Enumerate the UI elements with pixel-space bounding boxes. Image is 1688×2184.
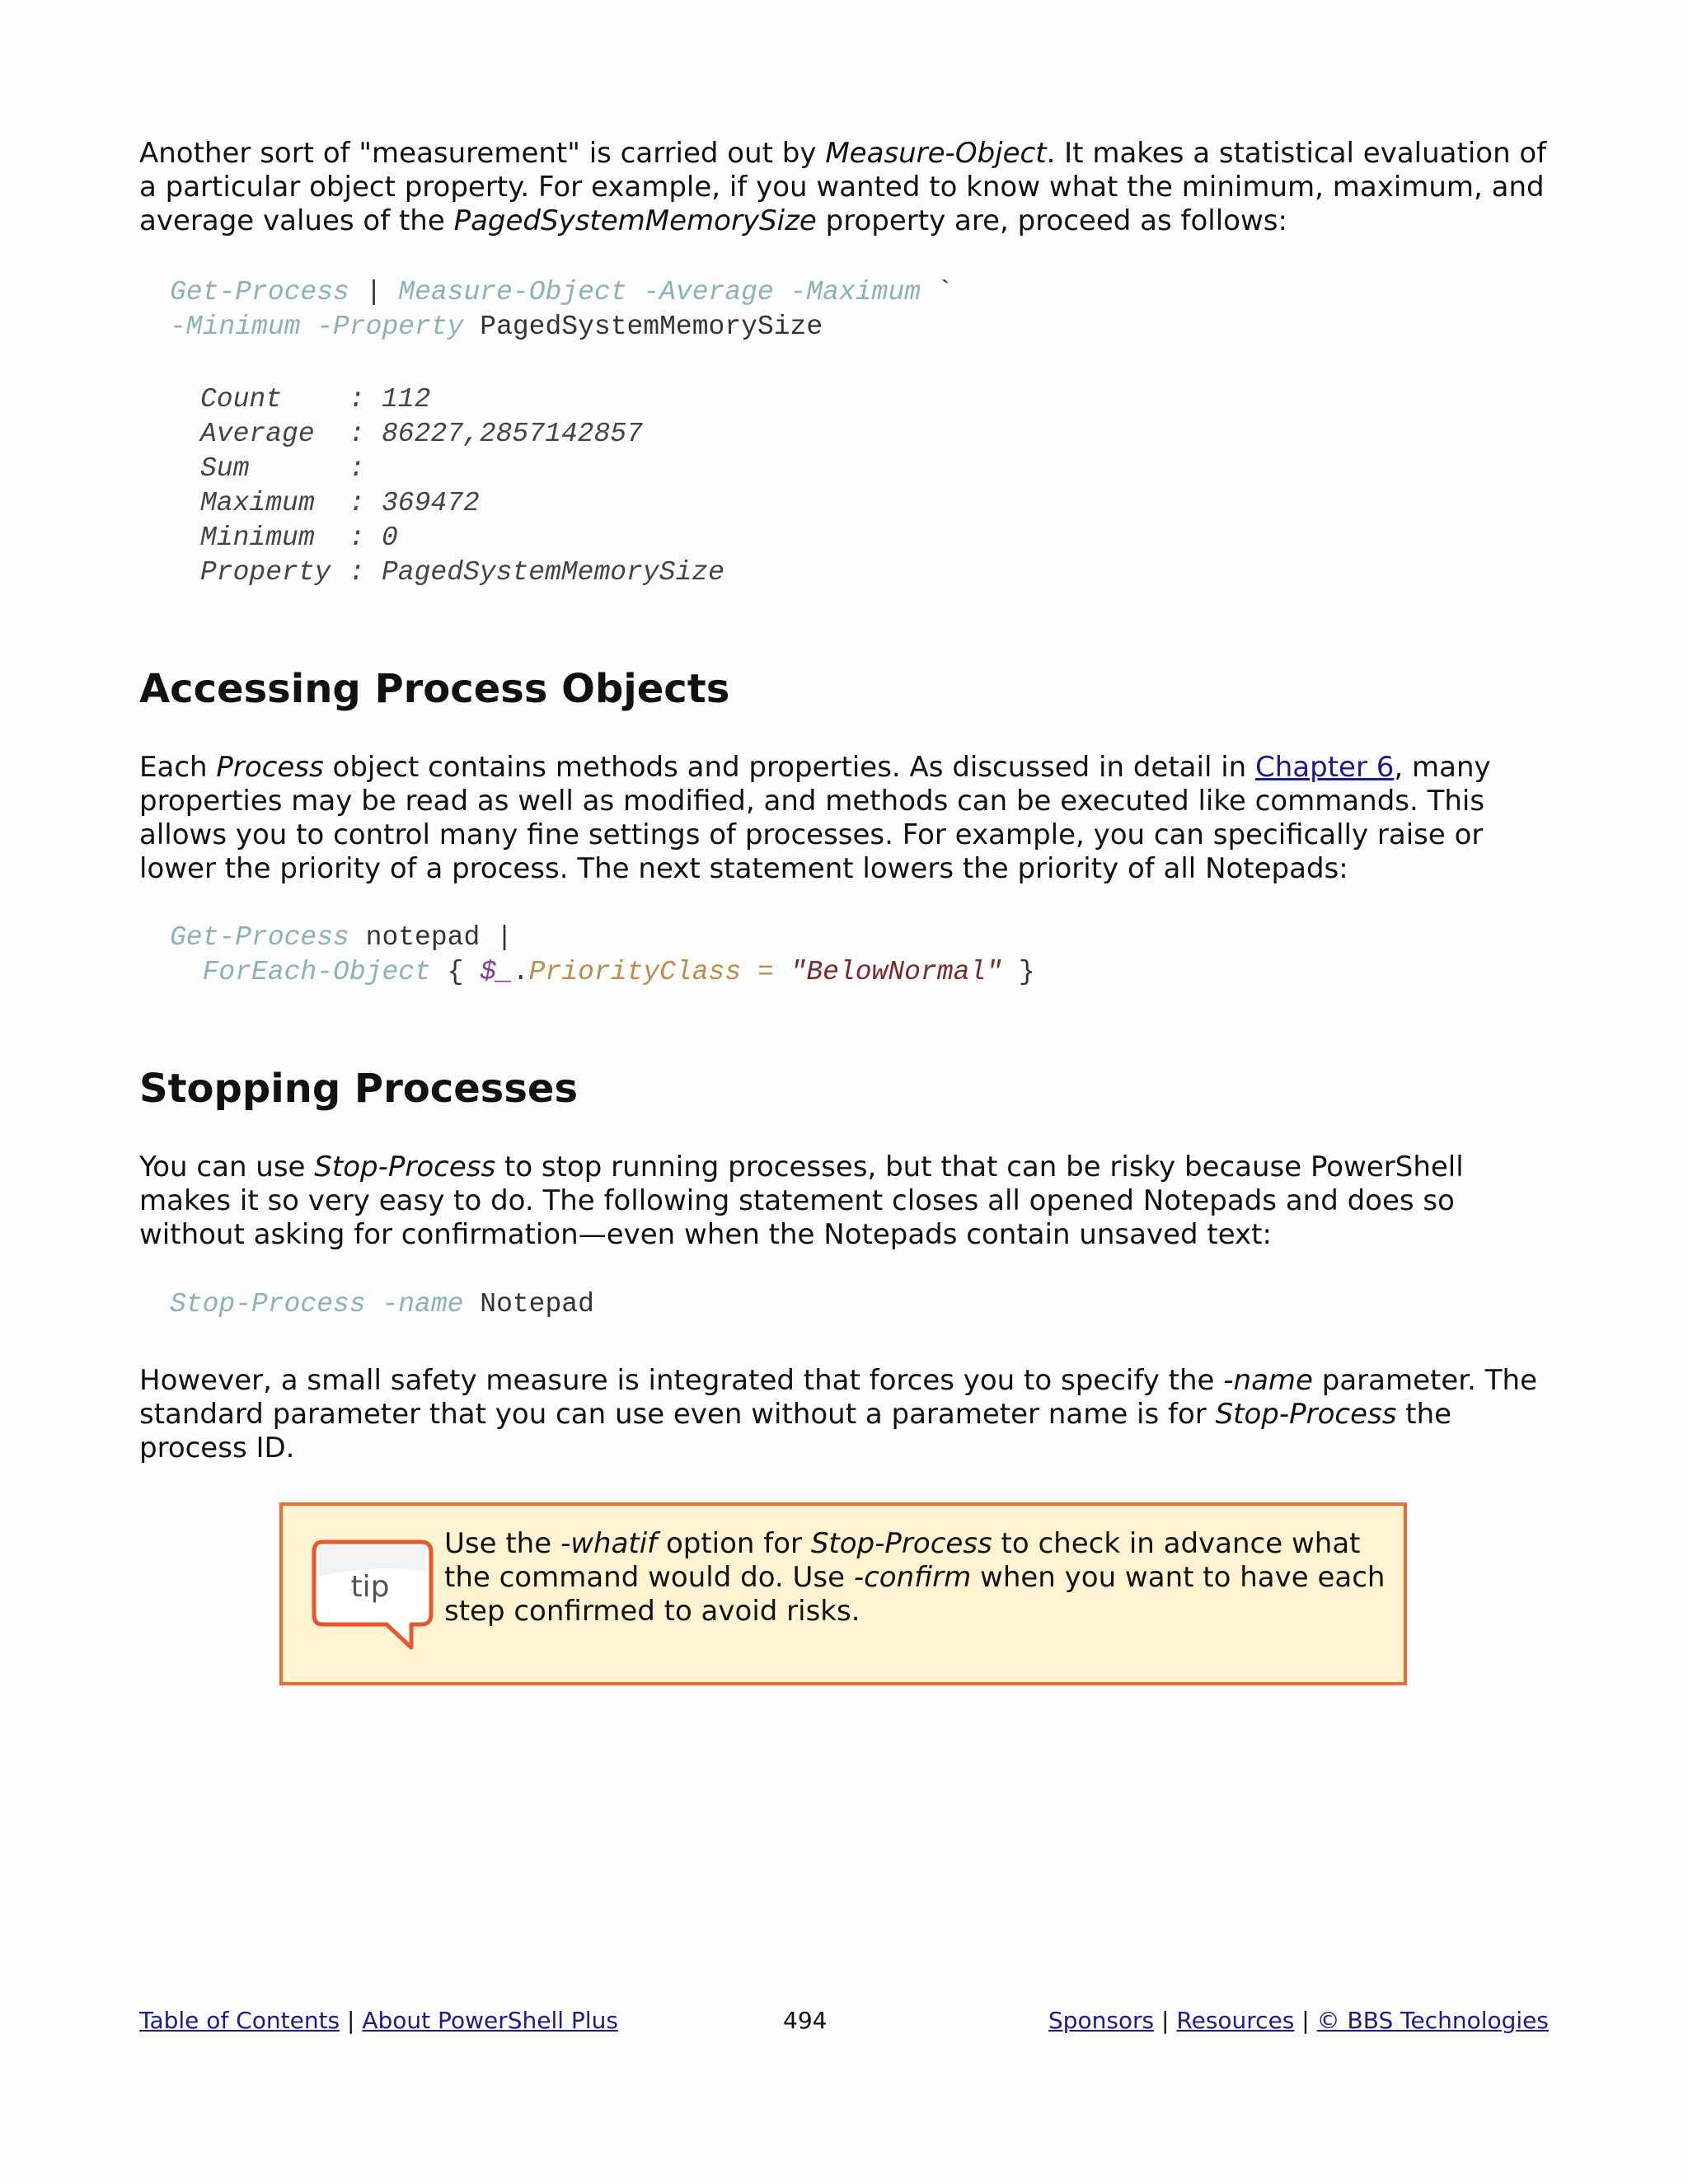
text: However, a small safety measure is integrated that forces you to specify the [139,1364,1224,1397]
code-keyword: Measure-Object -Average -Maximum [398,277,921,307]
emphasis: PagedSystemMemorySize [453,204,817,237]
code-line [170,955,1035,990]
code-block-measure [170,275,954,344]
code-keyword: -Minimum -Property [170,312,464,342]
output-key: Minimum [200,523,315,553]
code-property: PriorityClass = [528,957,790,987]
code-text: PagedSystemMemorySize [463,312,823,342]
output-row [200,417,724,452]
output-value: 369472 [382,488,480,518]
page-number: 494 [783,2007,828,2034]
output-row [200,486,724,521]
emphasis: Stop-Process [810,1527,992,1560]
text: object contains methods and properties. As discussed in detail in [323,751,1256,784]
output-row [200,521,724,555]
bbs-technologies-link[interactable]: © BBS Technologies [1316,2007,1549,2034]
code-text: { [430,957,481,987]
output-value: 0 [382,523,398,553]
section2-paragraph [139,1151,1553,1252]
emphasis: -confirm [853,1561,972,1594]
code-line [170,310,954,344]
output-separator: : [349,523,365,553]
footer-separator: | [1154,2007,1177,2034]
about-powershell-plus-link[interactable]: About PowerShell Plus [362,2007,618,2034]
tip-callout [279,1502,1407,1685]
output-separator: : [349,488,365,518]
text: property are, proceed as follows: [816,204,1287,237]
code-keyword: Get-Process [170,922,349,953]
output-row [200,452,724,486]
output-row [200,555,724,590]
text: the process ID. [139,1398,1452,1465]
code-line [170,921,1035,955]
text: when you want to have each step confirmed to avoid risks. [444,1561,1386,1628]
intro-paragraph [139,137,1553,238]
code-keyword: Get-Process [170,277,349,307]
text: , many properties may be read as well as modified, and methods can be executed like commands. This allows you to control many fine settings of processes. For example, you can specifically raise or lower the priority of a process. The next statement lowers the priority of all Notepads: [139,751,1491,885]
code-text: | [349,277,399,307]
output-separator: : [349,453,365,484]
text: parameter. The standard parameter that you can use even without a parameter name is for [139,1364,1537,1431]
output-key: Maximum [200,488,315,518]
table-of-contents-link[interactable]: Table of Contents [139,2007,340,2034]
footer-right-links [1048,2004,1549,2037]
code-indent [170,957,203,987]
text: . It makes a statistical evaluation of a particular object property. For example, if you wanted to know what the minimum, maximum, and average values of the [139,137,1547,237]
footer-separator: | [1294,2007,1317,2034]
footer-separator: | [340,2007,363,2034]
safety-paragraph [139,1364,1553,1465]
output-value: 112 [382,384,431,415]
footer-left-links [139,2004,618,2037]
code-text: . [512,957,529,987]
emphasis: Stop-Process [314,1151,496,1183]
text: to check in advance what the command would do. Use [444,1527,1361,1594]
text: option for [657,1527,811,1560]
code-text: Notepad [463,1289,594,1319]
output-separator: : [349,557,365,588]
emphasis: Stop-Process [1215,1398,1397,1431]
code-string: "BelowNormal" [790,957,1003,987]
output-value: 86227,2857142857 [382,419,643,449]
section1-paragraph [139,751,1553,886]
text: You can use [139,1151,315,1183]
sponsors-link[interactable]: Sponsors [1048,2007,1155,2034]
output-separator: : [349,419,365,449]
code-line [170,1287,594,1322]
code-keyword: Stop-Process -name [170,1289,464,1319]
output-key: Property [200,557,331,588]
code-keyword: ForEach-Object [202,957,431,987]
page-footer [139,2004,1549,2041]
text: Each [139,751,217,784]
tip-icon-label: tip [350,1570,390,1604]
emphasis: -whatif [560,1527,658,1560]
code-text: notepad | [349,922,513,953]
emphasis: -name [1223,1364,1313,1397]
output-row [200,382,724,417]
emphasis: Measure-Object [825,137,1047,170]
code-text: } [1002,957,1035,987]
code-line [170,275,954,310]
code-block-priority [170,921,1035,990]
tip-text [444,1527,1392,1629]
command-output [200,382,724,590]
code-text: ` [920,277,954,307]
output-separator: : [349,384,365,415]
code-block-stop [170,1287,594,1322]
output-key: Count [200,384,283,415]
text: Another sort of "measurement" is carried out by [139,137,826,170]
text: Use the [444,1527,560,1560]
emphasis: Process [216,751,324,784]
code-variable: $_ [480,957,513,987]
section-heading-accessing: Accessing Process Objects [139,666,730,712]
section-heading-stopping: Stopping Processes [139,1066,579,1112]
resources-link[interactable]: Resources [1176,2007,1295,2034]
output-key: Sum [200,453,250,484]
output-value: PagedSystemMemorySize [382,557,724,588]
tip-speech-bubble-icon [311,1539,434,1654]
text: to stop running processes, but that can be risky because PowerShell makes it so very easy to do. The following statement closes all opened Notepads and does so without asking for confirmation—even when the Notepads contain unsaved text: [139,1151,1464,1251]
output-key: Average [200,419,315,449]
chapter-6-link[interactable]: Chapter 6 [1255,751,1395,784]
